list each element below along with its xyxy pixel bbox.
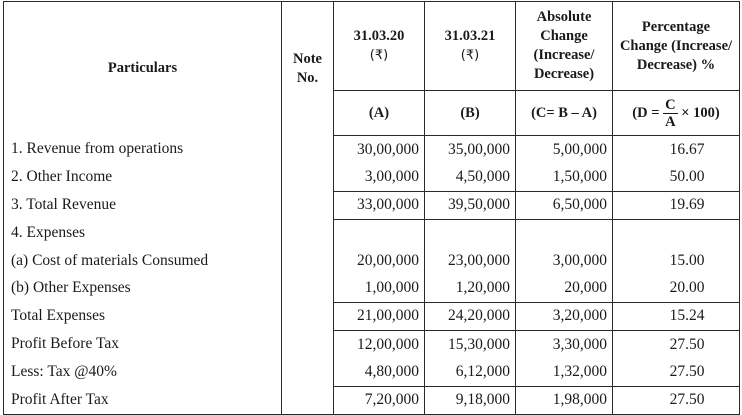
- table-row: [4, 386, 740, 414]
- row-label: (a) Cost of materials Consumed: [4, 247, 282, 274]
- fraction-numerator: C: [665, 96, 676, 113]
- value-d: [613, 219, 740, 247]
- value-c: 20,000: [516, 274, 613, 302]
- row-label: 1. Revenue from operations: [4, 136, 282, 164]
- value-c: 3,00,000: [516, 247, 613, 274]
- col-b-unit: (₹): [460, 48, 480, 63]
- note-cell: [282, 191, 334, 219]
- value-d: 15.24: [613, 302, 740, 330]
- value-b: [425, 219, 516, 247]
- value-c: 3,30,000: [516, 331, 613, 359]
- row-label: 4. Expenses: [4, 219, 282, 247]
- note-cell: [282, 386, 334, 414]
- col-d-prefix: (D =: [632, 104, 660, 121]
- row-label: 2. Other Income: [4, 163, 282, 191]
- table-row: [4, 191, 740, 219]
- col-d-label: [613, 91, 740, 136]
- table-row: [4, 358, 740, 386]
- table-row: [4, 331, 740, 359]
- note-no-header: Note No.: [282, 2, 334, 136]
- row-label: Total Expenses: [4, 302, 282, 330]
- note-cell: [282, 331, 334, 359]
- value-a: 21,00,000: [334, 302, 425, 330]
- col-c-label: (C= B – A): [516, 91, 613, 136]
- value-d: 15.00: [613, 247, 740, 274]
- value-b: 39,50,000: [425, 191, 516, 219]
- value-a: 30,00,000: [334, 136, 425, 164]
- col-a-date: 31.03.20: [353, 28, 405, 44]
- col-a-label: (A): [334, 91, 425, 136]
- value-d: 27.50: [613, 358, 740, 386]
- value-a: 12,00,000: [334, 331, 425, 359]
- value-d: 16.67: [613, 136, 740, 164]
- note-cell: [282, 136, 334, 164]
- col-b-label: (B): [425, 91, 516, 136]
- value-b: 9,18,000: [425, 386, 516, 414]
- value-a: 4,80,000: [334, 358, 425, 386]
- row-label: Less: Tax @40%: [4, 358, 282, 386]
- value-b: 6,12,000: [425, 358, 516, 386]
- table-row: [4, 247, 740, 274]
- comparative-income-statement: [3, 1, 740, 415]
- note-cell: [282, 247, 334, 274]
- value-c: [516, 219, 613, 247]
- value-a: 7,20,000: [334, 386, 425, 414]
- value-a: 3,00,000: [334, 163, 425, 191]
- value-b: 15,30,000: [425, 331, 516, 359]
- value-b: 24,20,000: [425, 302, 516, 330]
- note-cell: [282, 358, 334, 386]
- col-b-header: [425, 2, 516, 91]
- value-c: 1,50,000: [516, 163, 613, 191]
- value-d: 20.00: [613, 274, 740, 302]
- fraction-denominator: A: [665, 113, 676, 130]
- value-c: 3,20,000: [516, 302, 613, 330]
- value-a: [334, 219, 425, 247]
- value-b: 23,00,000: [425, 247, 516, 274]
- note-cell: [282, 219, 334, 247]
- table-row: [4, 163, 740, 191]
- value-a: 33,00,000: [334, 191, 425, 219]
- value-d: 27.50: [613, 386, 740, 414]
- value-b: 1,20,000: [425, 274, 516, 302]
- row-label: Profit Before Tax: [4, 331, 282, 359]
- table-row: [4, 136, 740, 164]
- table-row: [4, 219, 740, 247]
- value-a: 20,00,000: [334, 247, 425, 274]
- value-d: 19.69: [613, 191, 740, 219]
- value-c: 1,98,000: [516, 386, 613, 414]
- particulars-header: Particulars: [4, 2, 282, 136]
- absolute-change-header: Absolute Change (Increase/ Decrease): [516, 2, 613, 91]
- value-c: 1,32,000: [516, 358, 613, 386]
- note-cell: [282, 163, 334, 191]
- col-a-header: [334, 2, 425, 91]
- note-cell: [282, 274, 334, 302]
- c-over-a-fraction: [663, 97, 677, 130]
- col-b-date: 31.03.21: [444, 28, 496, 44]
- value-b: 4,50,000: [425, 163, 516, 191]
- percentage-change-header: Percentage Change (Increase/ Decrease) %: [613, 2, 740, 91]
- row-label: Profit After Tax: [4, 386, 282, 414]
- table-row: [4, 274, 740, 302]
- row-label: 3. Total Revenue: [4, 191, 282, 219]
- value-b: 35,00,000: [425, 136, 516, 164]
- value-d: 50.00: [613, 163, 740, 191]
- row-label: (b) Other Expenses: [4, 274, 282, 302]
- value-c: 5,00,000: [516, 136, 613, 164]
- table-row: [4, 302, 740, 330]
- value-c: 6,50,000: [516, 191, 613, 219]
- value-d: 27.50: [613, 331, 740, 359]
- note-cell: [282, 302, 334, 330]
- col-a-unit: (₹): [369, 48, 389, 63]
- col-d-suffix: × 100): [681, 104, 720, 121]
- value-a: 1,00,000: [334, 274, 425, 302]
